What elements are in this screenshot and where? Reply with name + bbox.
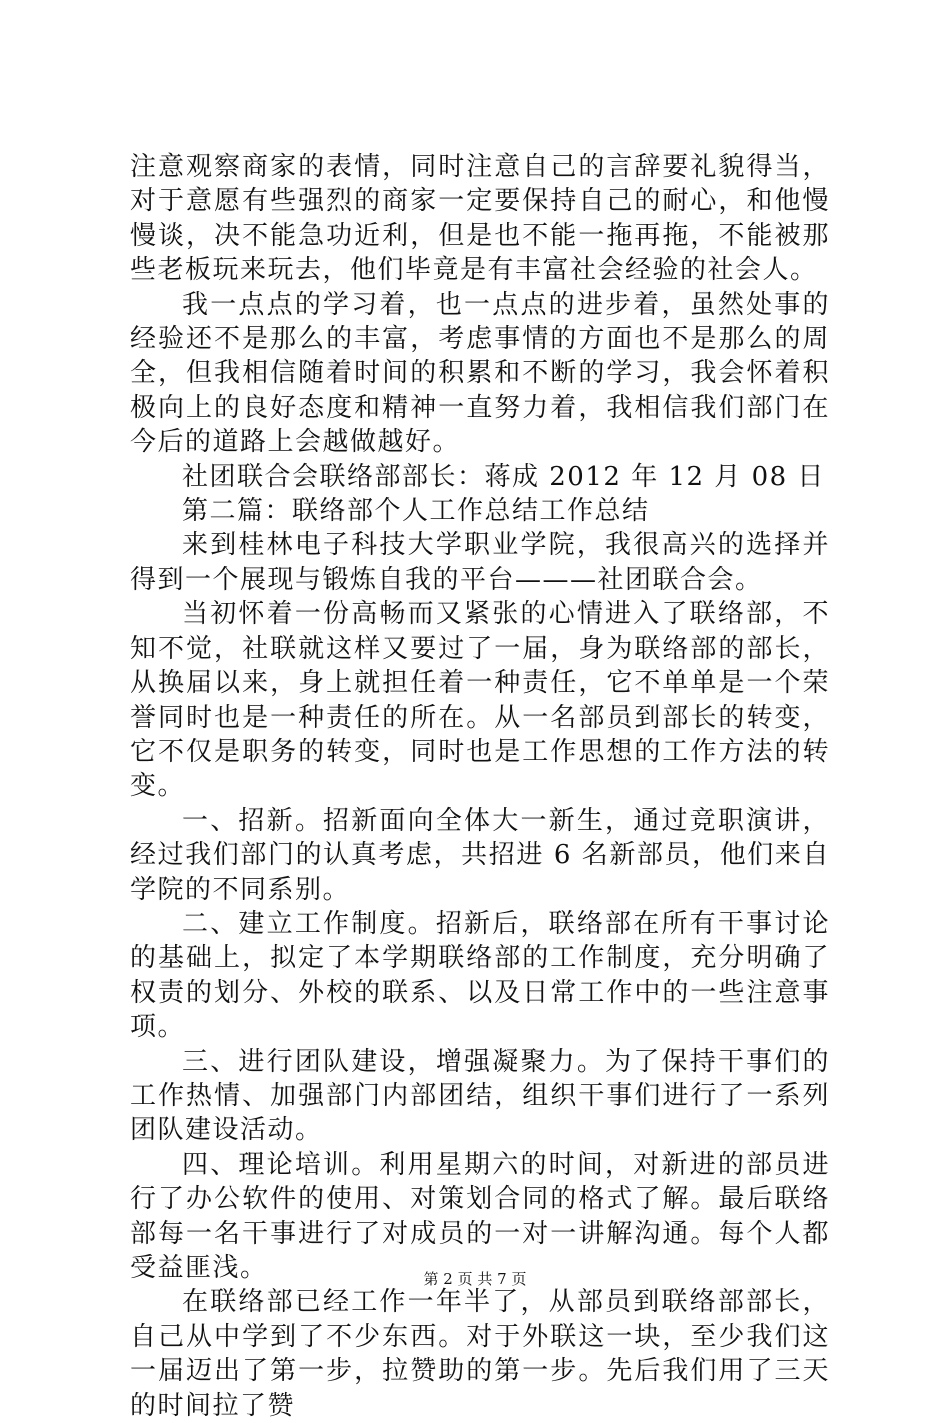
page-footer: 第 2 页 共 7 页 [423,1270,527,1288]
paragraph-2: 我一点点的学习着，也一点点的进步着，虽然处事的经验还不是那么的丰富，考虑事情的方面也不是那么的周全，但我相信随着时间的积累和不断的学习，我会怀着积极向上的良好态度和精神一直努力着，我相信我们部门在今后的道路上会越做越好。 [130,289,830,458]
paragraph-6: 当初怀着一份高畅而又紧张的心情进入了联络部，不知不觉，社联就这样又要过了一届，身为联络部的部长，从换届以来，身上就担任着一种责任，它不单单是一个荣誉同时也是一种责任的所在。从一名部员到部长的转变，它不仅是职务的转变，同时也是工作思想的工作方法的转变。 [130,599,830,802]
paragraph-5: 来到桂林电子科技大学职业学院，我很高兴的选择并得到一个展现与锻炼自我的平台———社团联合会。 [130,530,830,595]
section-heading: 第二篇：联络部个人工作总结工作总结 [182,496,650,527]
paragraph-1: 注意观察商家的表情，同时注意自己的言辞要礼貌得当，对于意愿有些强烈的商家一定要保持自己的耐心，和他慢慢谈，决不能急功近利，但是也不能一拖再拖，不能被那些老板玩来玩去，他们毕竟是有丰富社会经验的社会人。 [130,152,830,286]
paragraph-reflection: 在联络部已经工作一年半了，从部员到联络部部长，自己从中学到了不少东西。对于外联这一块，至少我们这一届迈出了第一步，拉赞助的第一步。先后我们用了三天的时间拉了赞 [130,1287,830,1421]
paragraph-training: 四、理论培训。利用星期六的时间，对新进的部员进行了办公软件的使用、对策划合同的格式了解。最后联络部每一名干事进行了对成员的一对一讲解沟通。每个人都受益匪浅。 [130,1149,830,1283]
paragraph-work-system: 二、建立工作制度。招新后，联络部在所有干事讨论的基础上，拟定了本学期联络部的工作制度，充分明确了权责的划分、外校的联系、以及日常工作中的一些注意事项。 [130,908,830,1043]
signature-line: 社团联合会联络部部长：蒋成 2012 年 12 月 08 日 [182,461,825,492]
document-body [130,150,830,1423]
paragraph-recruitment: 一、招新。招新面向全体大一新生，通过竞职演讲，经过我们部门的认真考虑，共招进 6 名新部员，他们来自学院的不同系别。 [130,805,830,905]
paragraph-team-building: 三、进行团队建设，增强凝聚力。为了保持干事们的工作热情、加强部门内部团结，组织干事们进行了一系列团队建设活动。 [130,1046,830,1146]
